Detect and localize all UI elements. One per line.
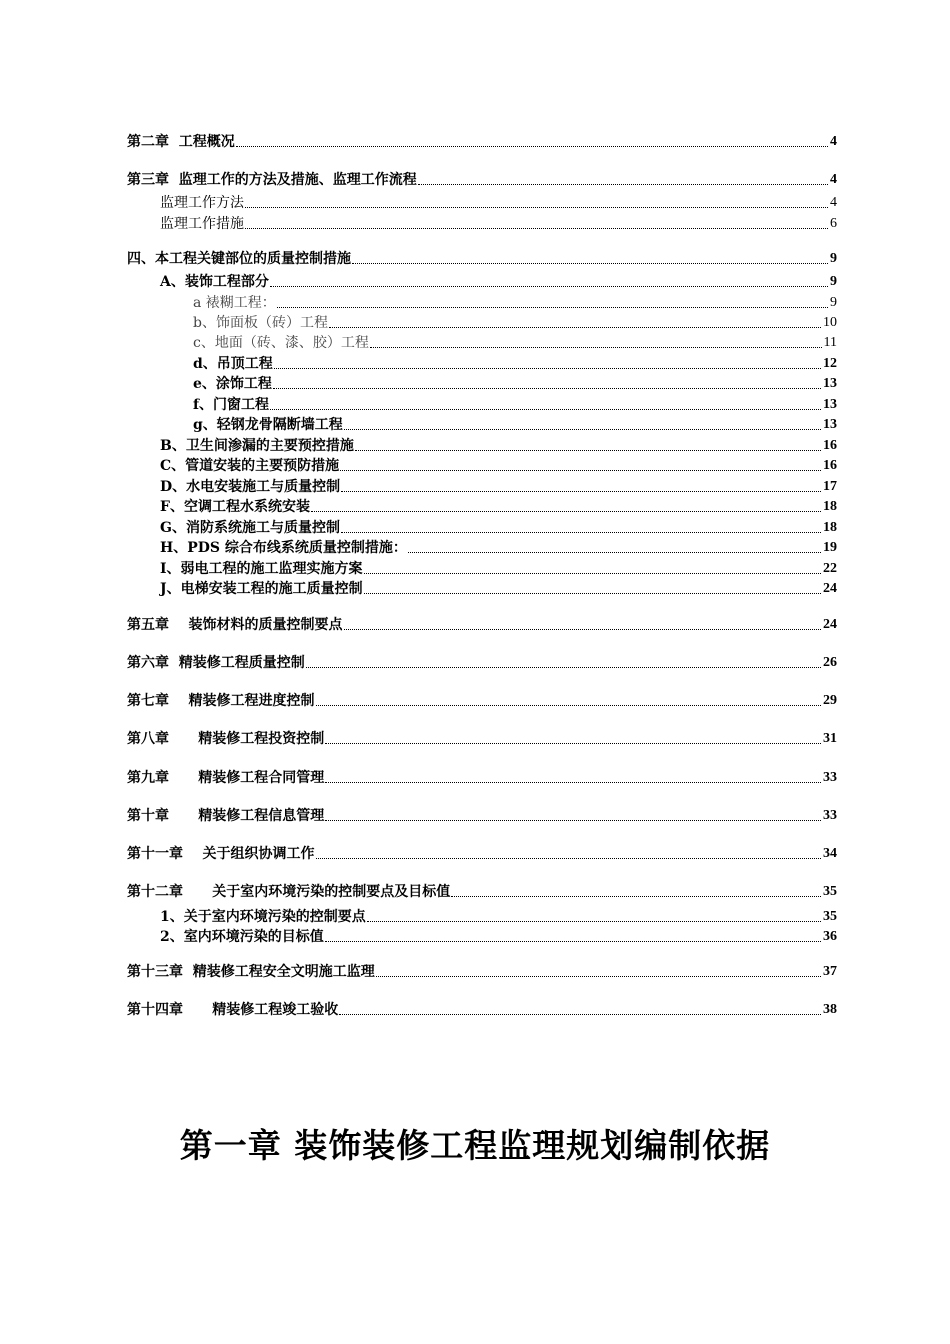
toc-leader-dots (245, 206, 828, 208)
toc-entry-label: a 裱糊工程： (193, 295, 276, 311)
toc-leader-dots (355, 449, 821, 451)
toc-entry-page-number: 4 (830, 172, 837, 187)
toc-entry-label: e、涂饰工程 (193, 376, 272, 392)
toc-entry-page-number: 22 (823, 561, 837, 576)
toc-entry-page-number: 4 (830, 195, 837, 210)
toc-leader-dots (270, 408, 821, 410)
toc-entry[interactable] (127, 131, 837, 151)
toc-entry-label: G、消防系统施工与质量控制 (160, 520, 340, 536)
toc-entry-page-number: 13 (823, 397, 837, 412)
toc-leader-dots (341, 531, 821, 533)
toc-entry-page-number: 18 (823, 499, 837, 514)
toc-entry-label: 四、本工程关键部位的质量控制措施 (127, 251, 351, 267)
toc-entry-label: 第六章 精装修工程质量控制 (127, 655, 305, 671)
toc-leader-dots (376, 975, 821, 977)
toc-entry-label: 第三章 监理工作的方法及措施、监理工作流程 (127, 172, 417, 188)
toc-leader-dots (344, 628, 822, 630)
toc-leader-dots (325, 940, 821, 942)
toc-entry-label: 第八章 精装修工程投资控制 (127, 731, 325, 747)
toc-entry-label: I、弱电工程的施工监理实施方案 (160, 561, 363, 577)
toc-entry-label: d、吊顶工程 (193, 356, 273, 372)
toc-entry-label: 第七章 精装修工程进度控制 (127, 693, 315, 709)
toc-entry-page-number: 6 (830, 216, 837, 231)
toc-entry-page-number: 19 (823, 540, 837, 555)
toc-entry-label: 第十三章 精装修工程安全文明施工监理 (127, 964, 375, 980)
toc-entry-label: B、卫生间渗漏的主要预控措施 (160, 438, 354, 454)
toc-entry[interactable] (127, 373, 837, 393)
toc-entry[interactable] (127, 435, 837, 455)
toc-entry[interactable] (127, 292, 837, 312)
toc-entry[interactable] (127, 271, 837, 291)
toc-entry-page-number: 35 (823, 884, 837, 899)
toc-entry[interactable] (127, 961, 837, 981)
toc-entry[interactable] (127, 312, 837, 332)
toc-leader-dots (340, 469, 821, 471)
toc-leader-dots (270, 285, 828, 287)
toc-leader-dots (245, 227, 828, 229)
toc-leader-dots (418, 183, 828, 185)
toc-entry[interactable] (127, 906, 837, 926)
toc-leader-dots (364, 572, 821, 574)
toc-entry-page-number: 11 (823, 335, 837, 350)
toc-entry-page-number: 9 (830, 295, 837, 310)
toc-entry-page-number: 34 (823, 846, 837, 861)
toc-leader-dots (329, 326, 821, 328)
chapter-heading: 第一章 装饰装修工程监理规划编制依据 (179, 1126, 771, 1165)
toc-entry[interactable] (127, 476, 837, 496)
toc-entry[interactable] (127, 881, 837, 901)
toc-entry-page-number: 13 (823, 376, 837, 391)
toc-entry[interactable] (127, 332, 837, 352)
toc-entry[interactable] (127, 652, 837, 672)
toc-entry-page-number: 26 (823, 655, 837, 670)
toc-entry-label: 监理工作方法 (160, 195, 244, 211)
toc-leader-dots (316, 704, 822, 706)
toc-entry-page-number: 36 (823, 929, 837, 944)
toc-entry-page-number: 10 (823, 315, 837, 330)
toc-entry[interactable] (127, 414, 837, 434)
toc-entry[interactable] (127, 614, 837, 634)
toc-entry-label: H、PDS 综合布线系统质量控制措施： (160, 540, 407, 556)
toc-leader-dots (451, 895, 821, 897)
toc-entry-label: 第五章 装饰材料的质量控制要点 (127, 617, 343, 633)
toc-entry-page-number: 38 (823, 1002, 837, 1017)
toc-leader-dots (325, 781, 821, 783)
toc-entry-page-number: 29 (823, 693, 837, 708)
toc-entry-label: b、饰面板（砖）工程 (193, 315, 328, 331)
toc-entry-page-number: 9 (830, 274, 837, 289)
toc-leader-dots (339, 1013, 821, 1015)
toc-entry-page-number: 24 (823, 617, 837, 632)
toc-entry-page-number: 17 (823, 479, 837, 494)
toc-entry[interactable] (127, 496, 837, 516)
toc-leader-dots (408, 551, 821, 553)
toc-entry-label: 第十一章 关于组织协调工作 (127, 846, 315, 862)
toc-entry-page-number: 35 (823, 909, 837, 924)
toc-entry-page-number: 33 (823, 770, 837, 785)
toc-entry-label: g、轻钢龙骨隔断墙工程 (193, 417, 343, 433)
toc-entry[interactable] (127, 728, 837, 748)
toc-entry-page-number: 16 (823, 438, 837, 453)
toc-leader-dots (344, 428, 821, 430)
toc-entry-label: J、电梯安装工程的施工质量控制 (160, 581, 363, 597)
toc-entry[interactable] (127, 926, 837, 946)
toc-entry-label: 第九章 精装修工程合同管理 (127, 770, 325, 786)
toc-entry-page-number: 33 (823, 808, 837, 823)
toc-entry-page-number: 12 (823, 356, 837, 371)
toc-leader-dots (352, 262, 828, 264)
toc-entry-page-number: 9 (830, 251, 837, 266)
toc-entry[interactable] (127, 248, 837, 268)
toc-entry[interactable] (127, 455, 837, 475)
toc-entry-label: D、水电安装施工与质量控制 (160, 479, 341, 495)
toc-entry-label: C、管道安装的主要预防措施 (160, 458, 340, 474)
toc-leader-dots (367, 920, 821, 922)
toc-leader-dots (316, 857, 822, 859)
toc-leader-dots (311, 510, 821, 512)
toc-entry[interactable] (127, 805, 837, 825)
toc-entry-label: 1、关于室内环境污染的控制要点 (160, 909, 366, 925)
toc-entry-page-number: 13 (823, 417, 837, 432)
toc-leader-dots (325, 742, 821, 744)
toc-entry-label: 监理工作措施 (160, 216, 244, 232)
toc-leader-dots (274, 367, 821, 369)
toc-entry-label: f、门窗工程 (193, 397, 270, 413)
toc-entry-label: c、地面（砖、漆、胶）工程 (193, 335, 369, 351)
toc-entry[interactable] (127, 843, 837, 863)
toc-entry-label: A、装饰工程部分 (160, 274, 269, 290)
toc-entry[interactable] (127, 578, 837, 598)
toc-leader-dots (325, 819, 821, 821)
toc-entry-page-number: 18 (823, 520, 837, 535)
toc-entry-page-number: 37 (823, 964, 837, 979)
toc-entry-label: 第十章 精装修工程信息管理 (127, 808, 325, 824)
toc-entry[interactable] (127, 558, 837, 578)
toc-entry[interactable] (127, 690, 837, 710)
toc-entry-label: 第十二章 关于室内环境污染的控制要点及目标值 (127, 884, 451, 900)
toc-entry[interactable] (127, 517, 837, 537)
toc-entry-page-number: 4 (830, 134, 837, 149)
toc-entry-label: F、空调工程水系统安装 (160, 499, 310, 515)
toc-entry[interactable] (127, 767, 837, 787)
toc-leader-dots (370, 346, 822, 348)
toc-leader-dots (341, 490, 821, 492)
toc-leader-dots (236, 145, 828, 147)
toc-leader-dots (306, 666, 821, 668)
toc-leader-dots (273, 387, 821, 389)
toc-entry[interactable] (127, 353, 837, 373)
toc-entry[interactable] (127, 394, 837, 414)
toc-entry[interactable] (127, 213, 837, 233)
toc-leader-dots (277, 306, 828, 308)
toc-entry[interactable] (127, 169, 837, 189)
toc-entry[interactable] (127, 999, 837, 1019)
toc-entry-page-number: 24 (823, 581, 837, 596)
toc-entry-label: 第十四章 精装修工程竣工验收 (127, 1002, 339, 1018)
toc-entry-page-number: 31 (823, 731, 837, 746)
toc-entry[interactable] (127, 537, 837, 557)
toc-entry[interactable] (127, 192, 837, 212)
toc-leader-dots (364, 592, 821, 594)
toc-entry-page-number: 16 (823, 458, 837, 473)
toc-entry-label: 2、室内环境污染的目标值 (160, 929, 324, 945)
toc-entry-label: 第二章 工程概况 (127, 134, 235, 150)
